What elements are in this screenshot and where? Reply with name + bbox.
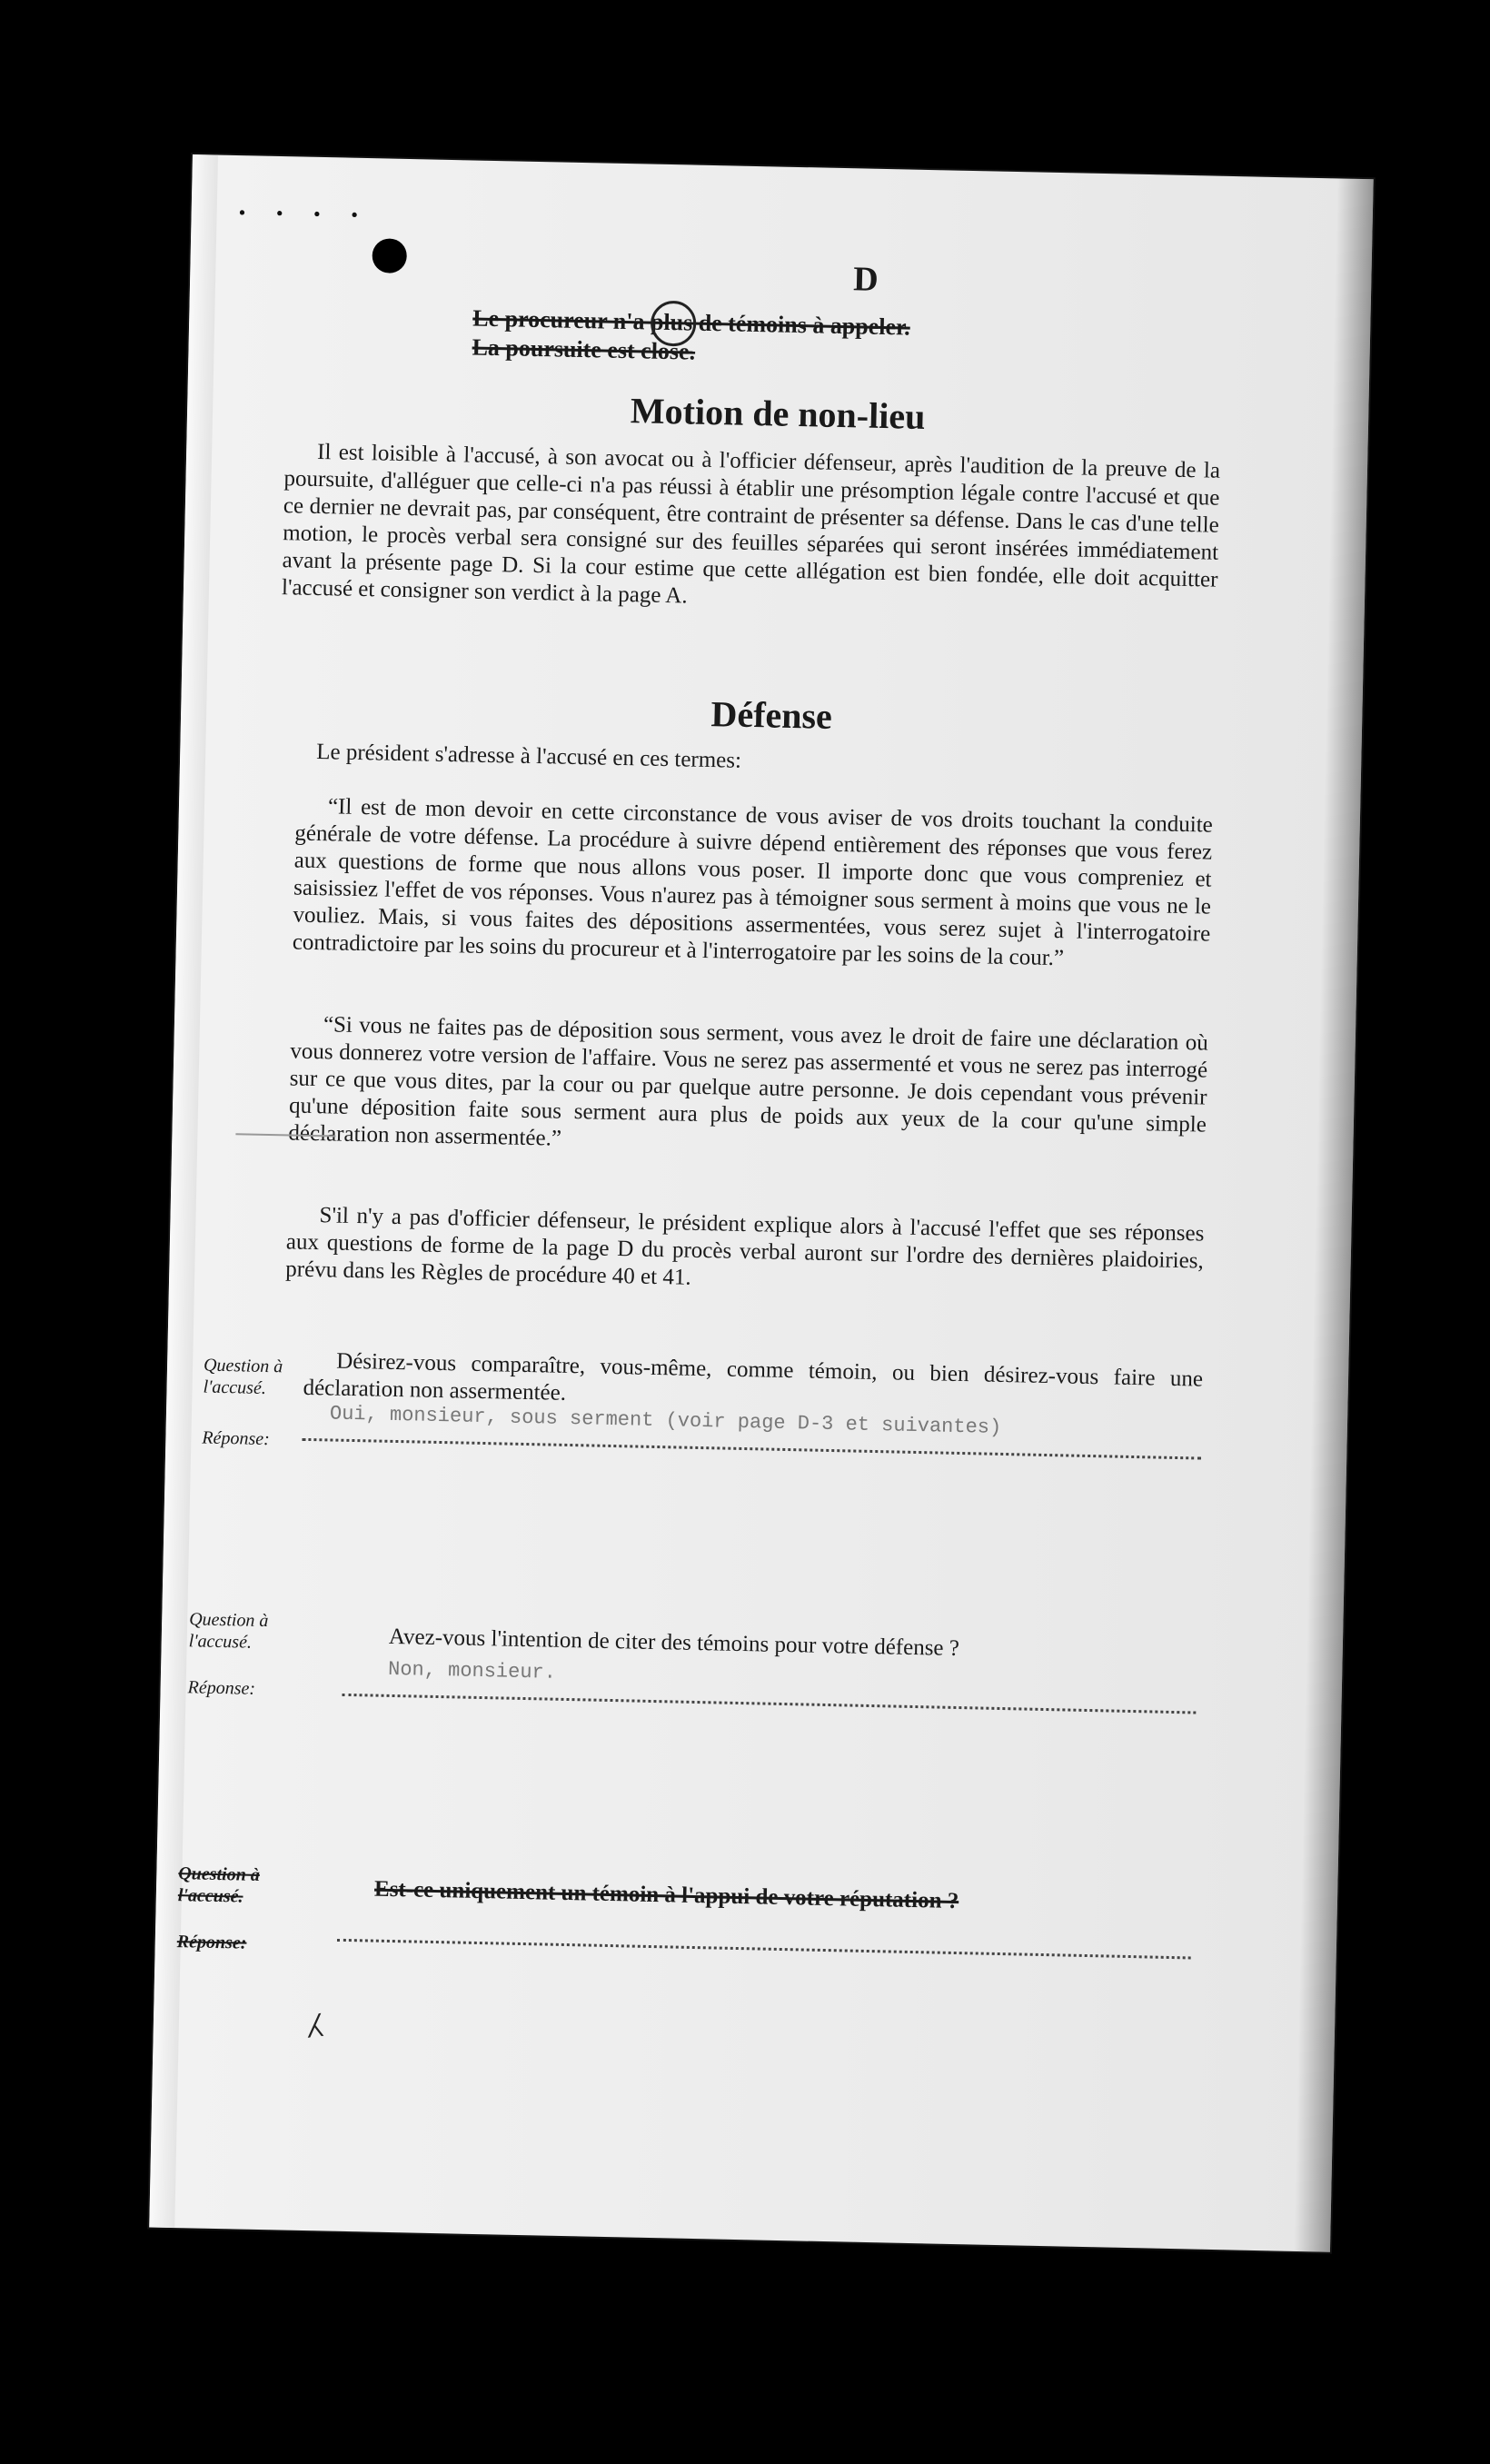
- question-1-label: Question à l'accusé.: [203, 1355, 283, 1398]
- defense-intro: Le président s'adresse à l'accusé en ces termes:: [315, 740, 742, 773]
- document-page: [149, 154, 1374, 2252]
- punch-hole: [372, 238, 407, 273]
- defense-quote-2: “Si vous ne faites pas de déposition sous serment, vous avez le droit de faire une déclaration où vous donnerez votre version de l'affaire. Vous ne serez pas assermenté et vous ne serez pas interrogé sur ce que vous dites, par la cour ou par quelque autre personne. Je dois cependant vous prévenir qu'une déposition faite sous serment aura plus de poids aux yeux de la cour qu'une simple déclaration non assermentée.”: [288, 1012, 1209, 1151]
- motion-paragraph: Il est loisible à l'accusé, à son avocat ou à l'officier défenseur, après l'audition de la preuve de la poursuite, d'alléguer que celle-ci n'a pas réussi à établir une présomption légale contre l'accusé et que ce dernier ne devrait pas, par conséquent, être contraint de présenter sa défense. Dans le cas d'une telle motion, le procès verbal sera consigné sur des feuilles séparées qui seront insérées immédiatement avant la présente page D. Si la cour estime que cette allégation est bien fondée, elle doit acquitter l'accusé et consigner son verdict à la page A.: [281, 439, 1221, 609]
- question-3-answer-label: Réponse:: [176, 1932, 247, 1953]
- defense-quote-1: “Il est de mon devoir en cette circonstance de vous aviser de vos droits touchant la conduite générale de votre défense. La procédure à suivre dépend entièrement des réponses que vous ferez aux questions de forme que nous allons vous poser. Il importe donc que vous compreniez et saisissiez l'effet de vos réponses. Vous n'aurez pas à témoigner sous serment à moins que vous ne le vouliez. Mais, si vous faites des dépositions assermentées, vous serez sujet à l'interrogatoire contradictoire par les soins du procureur et à l'interrogatoire par les soins de la cour.”: [292, 794, 1214, 971]
- struck-line-2: La poursuite est close.: [472, 333, 696, 365]
- defense-title: Défense: [710, 693, 833, 737]
- question-1-answer: Oui, monsieur, sous serment (voir page D-3 et suivantes): [329, 1402, 1002, 1439]
- speckle-marks: • • • •: [238, 201, 372, 227]
- struck-line-1: Le procureur n'a plus de témoins à appeler.: [472, 304, 911, 341]
- question-1-answer-line: [302, 1438, 1201, 1460]
- motion-title: Motion de non-lieu: [630, 390, 926, 437]
- question-2-answer: Non, monsieur.: [387, 1657, 557, 1684]
- page-edge: [149, 154, 218, 2228]
- page-letter: D: [852, 260, 879, 299]
- question-2-label: Question à l'accusé.: [188, 1609, 269, 1653]
- question-1-answer-label: Réponse:: [202, 1427, 271, 1450]
- question-2-answer-label: Réponse:: [187, 1677, 256, 1699]
- question-2-answer-line: [343, 1694, 1197, 1714]
- question-3-label: Question à l'accusé.: [177, 1863, 261, 1907]
- question-2-text: Avez-vous l'intention de citer des témoins pour votre défense ?: [388, 1624, 960, 1662]
- defense-note: S'il n'y a pas d'officier défenseur, le président explique alors à l'accusé l'effet que ses réponses aux questions de forme de la page D du procès verbal auront sur l'ordre des dernières plaidoiries, prévu dans les Règles de procédure 40 et 41.: [285, 1203, 1205, 1290]
- handwritten-mark: ⁁: [303, 1979, 323, 2038]
- question-3-answer-line: [337, 1939, 1191, 1960]
- question-1-text: Désirez-vous comparaître, vous-même, comme témoin, ou bien désirez-vous faire une déclaration non assermentée.: [303, 1348, 1204, 1406]
- question-3-text: Est-ce uniquement un témoin à l'appui de votre réputation ?: [373, 1876, 959, 1914]
